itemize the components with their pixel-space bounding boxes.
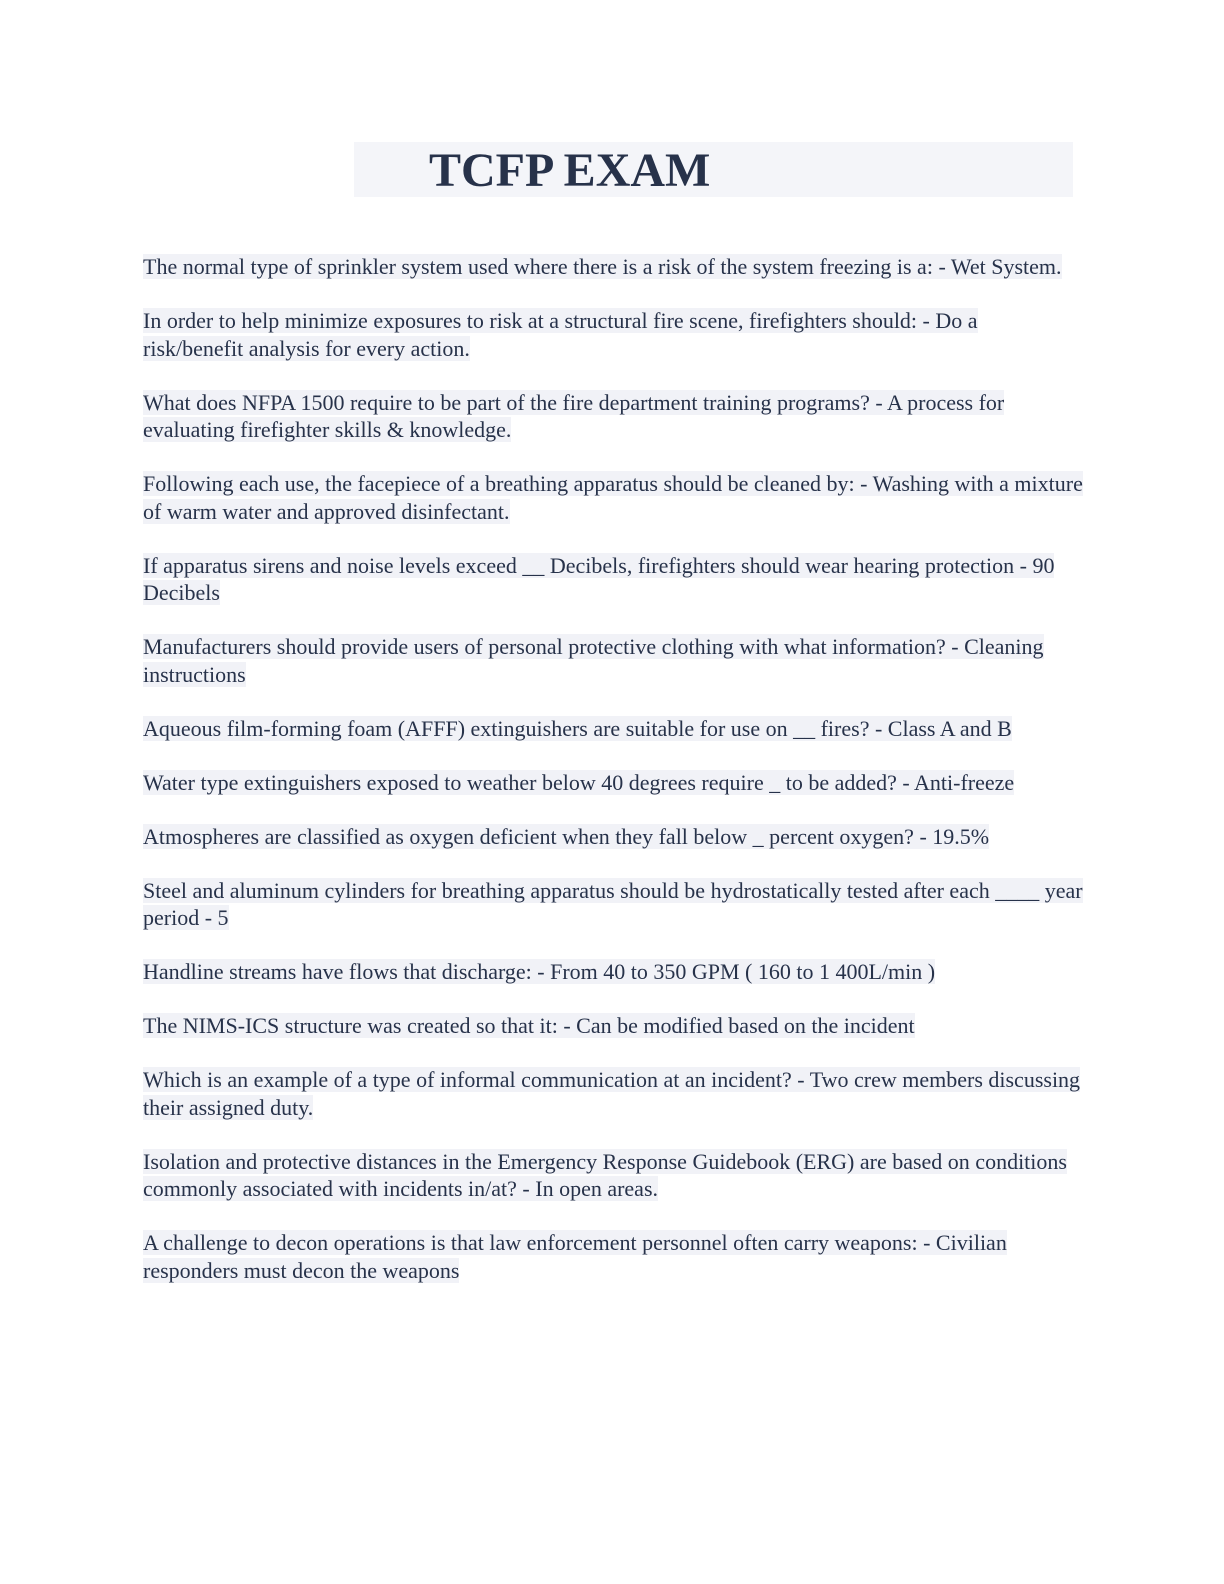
question-text: What does NFPA 1500 require to be part of the fire department training programs? - A process for evaluating firefighter skills & knowledge. bbox=[143, 389, 1005, 442]
question-text: Handline streams have flows that discharge: - From 40 to 350 GPM ( 160 to 1 400L/min ) bbox=[143, 959, 936, 984]
question-item bbox=[143, 769, 1083, 797]
question-text: If apparatus sirens and noise levels exceed __ Decibels, firefighters should wear hearing protection - 90 Decibels bbox=[143, 552, 1055, 605]
question-text: Isolation and protective distances in the Emergency Response Guidebook (ERG) are based on conditions commonly associated with incidents in/at? - In open areas. bbox=[143, 1148, 1067, 1201]
question-item bbox=[143, 389, 1083, 444]
question-item bbox=[143, 958, 1083, 986]
question-text: In order to help minimize exposures to risk at a structural fire scene, firefighters should: - Do a risk/benefit analysis for every action. bbox=[143, 308, 978, 361]
title-band bbox=[354, 142, 1073, 197]
question-text: Which is an example of a type of informal communication at an incident? - Two crew members discussing their assigned duty. bbox=[143, 1067, 1081, 1120]
page-title: TCFP EXAM bbox=[429, 144, 711, 197]
question-item bbox=[143, 1012, 1083, 1040]
question-text: Manufacturers should provide users of personal protective clothing with what information? - Cleaning instructions bbox=[143, 634, 1044, 687]
question-item bbox=[143, 823, 1083, 851]
question-text: The NIMS-ICS structure was created so that it: - Can be modified based on the incident bbox=[143, 1013, 915, 1038]
question-item bbox=[143, 877, 1083, 932]
question-item bbox=[143, 1229, 1083, 1284]
question-item bbox=[143, 253, 1083, 281]
question-text: Atmospheres are classified as oxygen deficient when they fall below _ percent oxygen? - 19.5% bbox=[143, 823, 990, 849]
question-item bbox=[143, 1066, 1083, 1121]
question-text: Following each use, the facepiece of a breathing apparatus should be cleaned by: - Washing with a mixture of warm water and approved disinfectant. bbox=[143, 471, 1083, 524]
question-item bbox=[143, 470, 1083, 525]
question-item bbox=[143, 552, 1083, 607]
question-text: Steel and aluminum cylinders for breathing apparatus should be hydrostatically tested after each ____ year period - 5 bbox=[143, 877, 1083, 930]
question-item bbox=[143, 307, 1083, 362]
question-text: Aqueous film-forming foam (AFFF) extinguishers are suitable for use on __ fires? - Class A and B bbox=[143, 715, 1012, 741]
question-text: The normal type of sprinkler system used where there is a risk of the system freezing is a: - Wet System. bbox=[143, 254, 1062, 279]
question-text: Water type extinguishers exposed to weather below 40 degrees require _ to be added? - Anti-freeze bbox=[143, 769, 1015, 795]
question-item bbox=[143, 633, 1083, 688]
question-text: A challenge to decon operations is that law enforcement personnel often carry weapons: - Civilian responders must decon the weapons bbox=[143, 1230, 1007, 1283]
question-list bbox=[143, 253, 1083, 1311]
question-item bbox=[143, 1148, 1083, 1203]
question-item bbox=[143, 715, 1083, 743]
